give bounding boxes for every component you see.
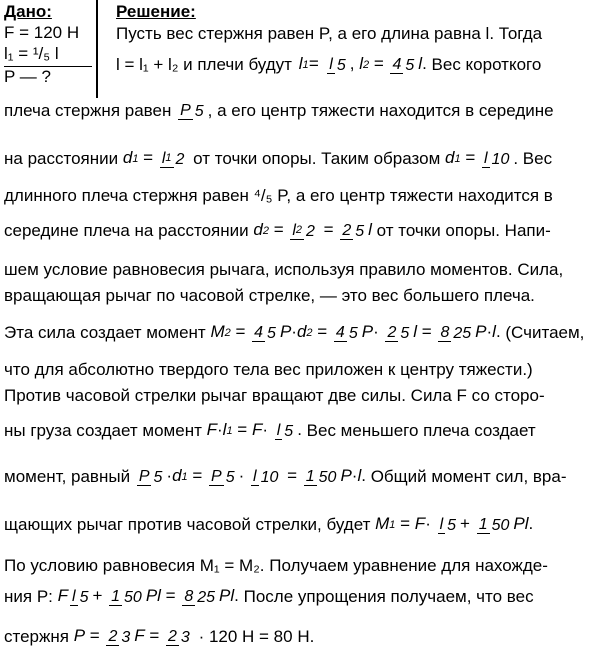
sol-line-9-end: (Считаем,	[505, 322, 585, 342]
given-header: Дано:	[4, 2, 52, 21]
sol-line-2-text: l = l₁ + l₂ и плечи будут	[116, 54, 292, 74]
frac-8-over-25-b: 8 25	[184, 588, 216, 606]
frac-4-over-5-b: 4 5	[254, 324, 276, 342]
sol-line-5: длинного плеча стержня равен ⁴/₅ P, а его центр тяжести находится в	[4, 186, 553, 205]
sol-line-14: щающих рычаг против часовой стрелки, будет M1 = F· l 5 + 1 50 Pl.	[4, 514, 534, 534]
sol-line-2-end: Вес короткого	[431, 54, 542, 74]
sol-line-4	[4, 148, 606, 169]
sol-line-4-end: . Вес	[513, 148, 553, 168]
sol-line-3-text: плеча стержня равен	[4, 100, 172, 120]
l2-eq: l2 =	[359, 54, 384, 74]
frac-1-over-50-c: 1 50	[111, 588, 142, 606]
frac-4-over-5: 4 5	[392, 56, 415, 74]
sol-line-7: шем условие равновесия рычага, используя правило моментов. Сила,	[4, 260, 564, 279]
sol-line-16: ния P: F l 5 + 1 50 Pl = 8 25 Pl. После упрощения получаем, что вес	[4, 586, 534, 606]
frac-1-over-50-b: 1 50	[478, 516, 510, 534]
sol-line-1: Пусть вес стержня равен P, а его длина равна l. Тогда	[116, 24, 543, 43]
frac-l-over-5: l 5	[329, 56, 346, 74]
frac-l2-over-2: l2 2	[292, 221, 315, 240]
frac-p-over-5-b: P 5	[138, 468, 163, 486]
given-separator	[96, 0, 98, 98]
sol-line-12-text: ны груза создает момент	[4, 420, 202, 440]
sol-line-6-end: от точки опоры. Напи-	[376, 220, 551, 240]
frac-2-over-3-b: 2 3	[168, 628, 190, 646]
sol-line-14-text: щающих рычаг против часовой стрелки, будет	[4, 514, 371, 534]
frac-4-over-5-c: 4 5	[335, 324, 358, 342]
sol-line-6-text: середине плеча на расстоянии	[4, 220, 249, 240]
frac-2-over-5: 2 5	[342, 222, 365, 240]
sol-line-9: Эта сила создает момент M2 = 4 5 P·d2 = 4 5 P· 2 5 l = 8 25 P·l. (Считаем,	[4, 322, 585, 342]
frac-2-over-5-b: 2 5	[387, 324, 410, 342]
frac-8-over-25: 8 25	[440, 324, 472, 342]
sol-line-11: Против часовой стрелки рычаг вращают две силы. Сила F со сторо-	[4, 386, 545, 405]
frac-p-over-5: P 5	[180, 102, 204, 120]
frac-l-over-10: l 10	[483, 150, 510, 168]
sol-line-16-text: ния P:	[4, 586, 53, 606]
frac-l1: l1=	[298, 54, 319, 74]
frac-l-over-10-b: l 10	[253, 468, 279, 486]
frac-1-over-50: 1 50	[305, 468, 337, 486]
sol-line-17-end: · 120 Н = 80 Н.	[198, 626, 315, 646]
sol-line-2: l = l₁ + l₂ и плечи будут l1= l 5 , l2 = 4 5 l. Вес короткого	[116, 54, 542, 74]
solution-header: Решение:	[116, 2, 196, 21]
sol-line-12: ны груза создает момент F·l1 = F· l 5 . Вес меньшего плеча создает	[4, 420, 536, 440]
frac-2-over-3: 2 3	[108, 628, 131, 646]
given-short-arm: l₁ = ¹/₅ l	[4, 44, 59, 63]
sol-line-13-text: момент, равный	[4, 466, 131, 486]
sol-line-12-end: Вес меньшего плеча создает	[306, 420, 536, 440]
given-block	[4, 2, 90, 88]
frac-l1-over-2: l1 2	[161, 149, 185, 168]
sol-line-10: что для абсолютно твердого тела вес приложен к центру тяжести.)	[4, 360, 533, 379]
frac-l-over-5-d: l 5	[72, 588, 89, 606]
d1-eq: d1 =	[122, 148, 154, 168]
sol-line-3	[4, 100, 606, 121]
sol-line-15: По условию равновесия M₁ = M₂. Получаем уравнение для нахожде-	[4, 556, 548, 575]
sol-line-4-text: на расстоянии	[4, 148, 119, 168]
sol-line-17-text: стержня	[4, 626, 69, 646]
frac-p-over-5-c: P 5	[211, 468, 235, 486]
sol-line-17: стержня P = 2 3 F = 2 3 · 120 Н = 80 Н.	[4, 626, 315, 646]
sol-line-9-text: Эта сила создает момент	[4, 322, 206, 342]
frac-l-over-5-b: l 5	[276, 422, 294, 440]
d1-eq-2: d1 =	[445, 148, 476, 168]
frac-l-over-5-c: l 5	[439, 516, 457, 534]
sol-line-6: середине плеча на расстоянии d2 = l2 2 = 2 5 l от точки опоры. Напи-	[4, 220, 551, 240]
d2-eq: d2 =	[253, 220, 284, 240]
sol-line-8: вращающая рычаг по часовой стрелке, — это вес большего плеча.	[4, 286, 535, 305]
sol-line-3-end: , а его центр тяжести находится в середине	[207, 100, 554, 120]
sol-line-13-end: Общий момент сил, вра-	[370, 466, 567, 486]
sol-line-4-mid: от точки опоры. Таким образом	[193, 148, 441, 168]
given-force: F = 120 Н	[4, 23, 80, 42]
sol-line-16-end: После упрощения получаем, что вес	[243, 586, 534, 606]
sol-line-13: момент, равный P 5 ·d1 = P 5 · l 10 = 1 50 P·l. Общий момент сил, вра-	[4, 466, 567, 486]
given-unknown: P — ?	[4, 67, 51, 86]
m2-eq: M2 =	[210, 322, 246, 342]
